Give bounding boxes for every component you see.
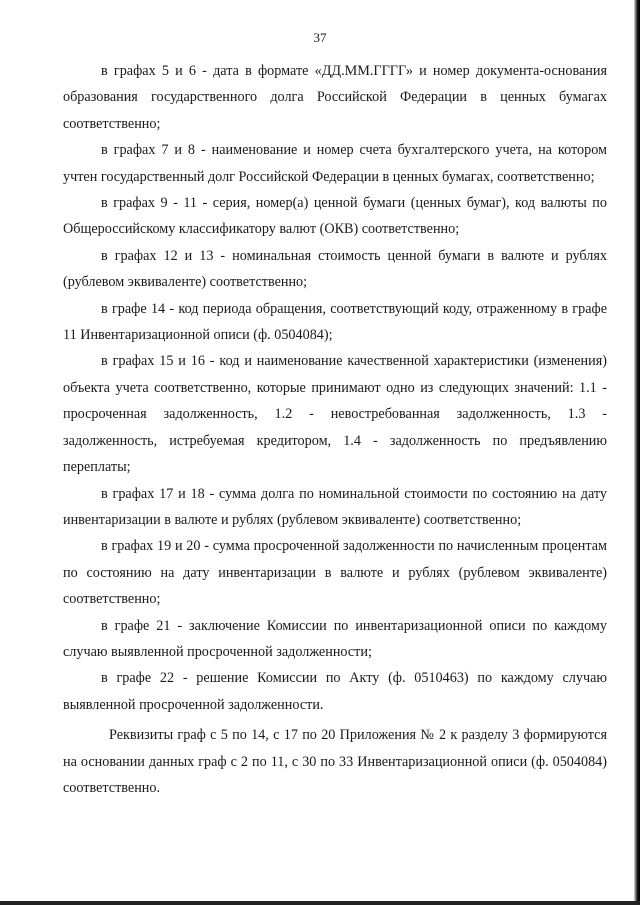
paragraph-columns-19-20: в графах 19 и 20 - сумма просроченной задолженности по начисленным процентам по состоянию на дату инвентаризации в валюте и рублях (рублевом эквиваленте) соответственно; [63,538,607,608]
paragraph-columns-15-16: в графах 15 и 16 - код и наименование качественной характеристики (изменения) объекта учета соответственно, которые принимают одно из следующих значений: 1.1 - просроченная задолженность, 1.2 - невостребованная задолженность, 1.3 - задолженность, истребуемая кредитором, 1.4 - задолженность по предъявлению переплаты; [63,353,607,476]
page-number: 37 [313,30,327,45]
paragraph-requisites: Реквизиты граф с 5 по 14, с 17 по 20 Приложения № 2 к разделу 3 формируются на основании данных граф с 2 по 11, с 30 по 33 Инвентаризационной описи (ф. 0504084) соответственно. [63,727,607,796]
paragraph-columns-5-6: в графах 5 и 6 - дата в формате «ДД.ММ.ГГГГ» и номер документа-основания образования государственного долга Российской Федерации в ценных бумагах соответственно; [63,63,607,132]
scan-border-right [634,0,640,905]
document-body [63,58,607,801]
paragraph-column-21: в графе 21 - заключение Комиссии по инвентаризационной описи по каждому случаю выявленной просроченной задолженности; [63,617,607,660]
paragraph-columns-7-8: в графах 7 и 8 - наименование и номер счета бухгалтерского учета, на котором учтен государственный долг Российской Федерации в ценных бумагах, соответственно; [63,142,607,185]
paragraph-columns-9-11: в графах 9 - 11 - серия, номер(а) ценной бумаги (ценных бумаг), код валюты по Общероссийскому классификатору валют (ОКВ) соответственно; [63,195,607,238]
scan-border-bottom [0,901,640,905]
paragraph-column-14: в графе 14 - код периода обращения, соответствующий коду, отраженному в графе 11 Инвентаризационной описи (ф. 0504084); [63,300,607,344]
paragraph-column-22: в графе 22 - решение Комиссии по Акту (ф. 0510463) по каждому случаю выявленной просроченной задолженности. [63,670,607,713]
paragraph-columns-17-18: в графах 17 и 18 - сумма долга по номинальной стоимости по состоянию на дату инвентаризации в валюте и рублях (рублевом эквиваленте) соответственно; [63,485,607,528]
paragraph-columns-12-13: в графах 12 и 13 - номинальная стоимость ценной бумаги в валюте и рублях (рублевом эквиваленте) соответственно; [63,247,607,291]
